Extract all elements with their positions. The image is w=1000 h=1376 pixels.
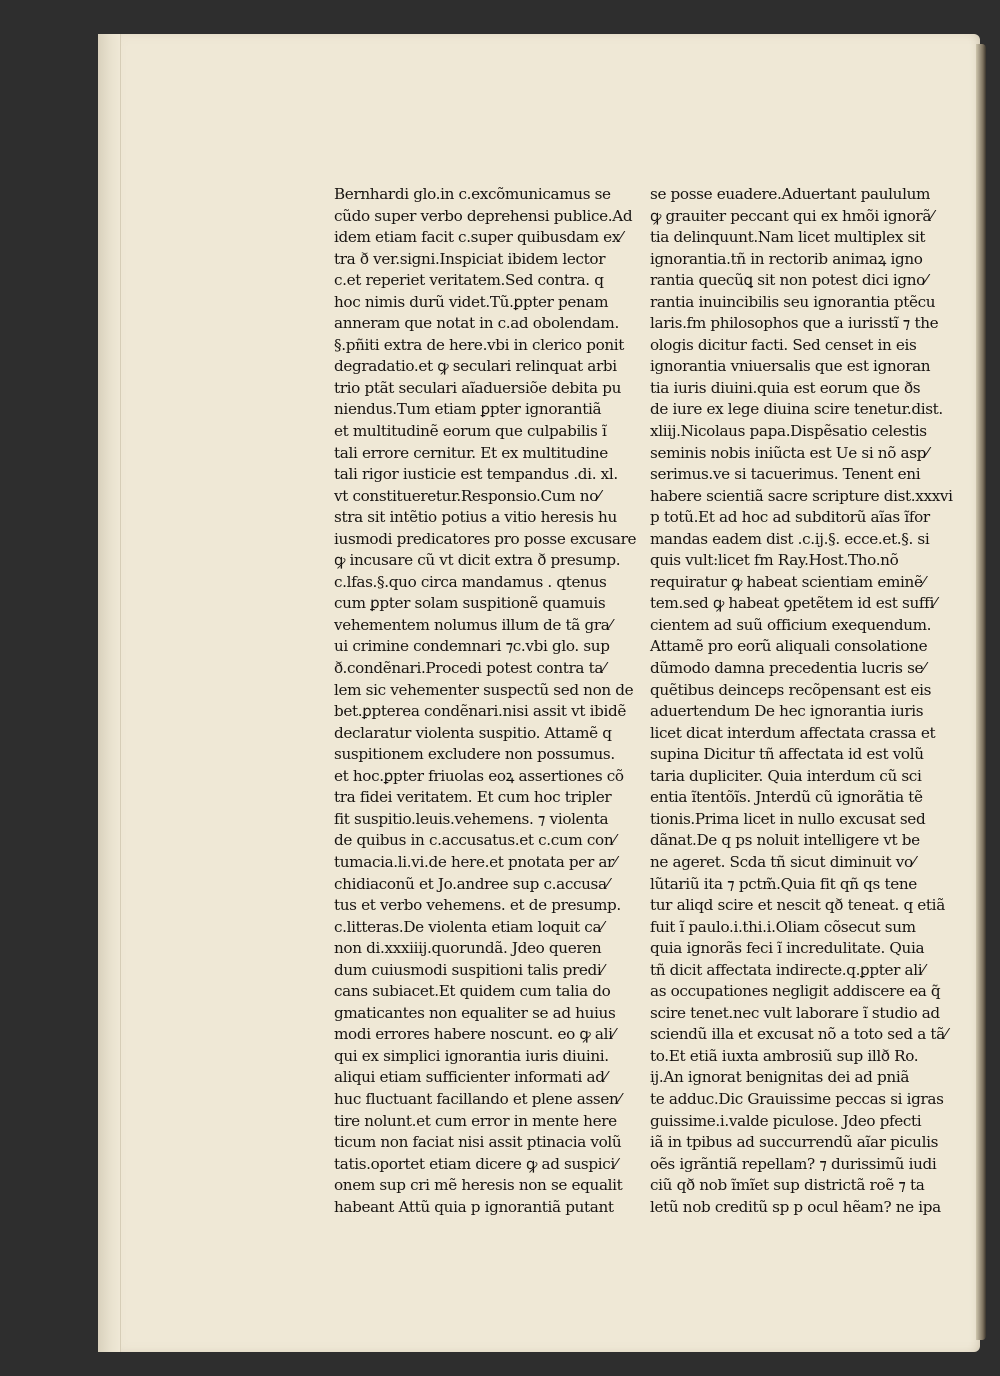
page-fore-edge (976, 44, 986, 1340)
text-line: tem.sed ꝙ habeat ꝯpetẽtem id est suffi⁄ (650, 594, 937, 613)
text-line: tra fidei veritatem. Et cum hoc tripler (334, 788, 612, 807)
text-line: serimus.ve si tacuerimus. Tenent eni (650, 465, 921, 484)
text-line: hoc nimis durũ videt.Tũ.ꝑpter penam (334, 292, 609, 311)
text-line: letũ nob creditũ sp p ocul hẽam? ne ipa (650, 1197, 941, 1216)
text-line: se posse euadere.Aduertant paululum (650, 185, 931, 203)
text-line: tatis.oportet etiam dicere ꝙ ad suspici⁄ (334, 1154, 618, 1173)
text-line: ignorantia.tñ in rectorib animaꝝ igno (650, 249, 923, 268)
text-line: ignorantia vniuersalis que est ignoran (650, 357, 931, 376)
text-line: de quibus in c.accusatus.et c.cum con⁄ (334, 831, 616, 850)
text-line: trio ptãt seculari aĩaduersiõe debita pu (334, 378, 622, 397)
text-line: huc fluctuant facillando et plene assen⁄ (334, 1089, 621, 1108)
text-line: scire tenet.nec vult laborare ĩ studio ad (650, 1003, 940, 1022)
text-line: quẽtibus deinceps recõpensant est eis (650, 680, 932, 699)
text-line: taria dupliciter. Quia interdum cũ sci (650, 766, 922, 785)
text-line: §.pñiti extra de here.vbi in clerico ponit (334, 335, 625, 354)
text-line: supina Dicitur tñ affectata id est volũ (650, 745, 924, 764)
text-line: ologis dicitur facti. Sed censet in eis (650, 335, 917, 354)
text-line: aduertendum De hec ignorantia iuris (650, 702, 924, 721)
text-line: tñ dicit affectata indirecte.q.ꝑpter ali⁄ (650, 960, 925, 979)
text-line: habere scientiã sacre scripture dist.xxxvi (650, 486, 953, 505)
text-line: fit suspitio.leuis.vehemens. ⁊ violenta (334, 809, 609, 828)
text-line: anneram que notat in c.ad obolendam. (334, 314, 619, 333)
text-line: ticum non faciat nisi assit ptinacia volũ (334, 1133, 622, 1152)
text-line: licet dicat interdum affectata crassa et (650, 723, 936, 742)
text-line: mandas eadem dist .c.ij.§. ecce.et.§. si (650, 529, 930, 548)
text-line: cans subiacet.Et quidem cum talia do (334, 982, 611, 1001)
text-line: ꝙ grauiter peccant qui ex hmõi ignorã⁄ (650, 206, 934, 225)
text-line: chidiaconũ et Jo.andree sup c.accusa⁄ (334, 874, 609, 893)
text-line: ciũ qð nob ĩmĩet sup districtã roẽ ⁊ ta (650, 1176, 925, 1195)
text-line: p totũ.Et ad hoc ad subditorũ aĩas ĩfor (650, 508, 930, 527)
text-line: bet.ꝑpterea condẽnari.nisi assit vt ibidẽ (334, 702, 627, 721)
text-line: c.lfas.§.quo circa mandamus . qtenus (334, 572, 607, 591)
text-line: rantia inuincibilis seu ignorantia ptẽcu (650, 292, 936, 311)
text-line: tra ð ver.signi.Inspiciat ibidem lector (334, 249, 606, 268)
text-line: onem sup cri mẽ heresis non se equalit (334, 1176, 623, 1195)
text-line: tur aliqd scire et nescit qð teneat. q etiã (650, 896, 945, 915)
text-line: tali errore cernitur. Et ex multitudine (334, 443, 608, 462)
text-line: Bernhardi glo.in c.excõmunicamus se (334, 185, 611, 203)
text-line: tia iuris diuini.quia est eorum que ðs (650, 378, 921, 397)
text-line: gmaticantes non equaliter se ad huius (334, 1003, 616, 1022)
text-line: lũtariũ ita ⁊ pctm̃.Quia fit qñ qs tene (650, 874, 917, 893)
text-line: modi errores habere noscunt. eo ꝙ ali⁄ (334, 1025, 615, 1044)
text-line: c.et reperiet veritatem.Sed contra. q (334, 271, 604, 290)
text-line: entia ĩtentõĩs. Jnterdũ cũ ignorãtia tẽ (650, 788, 923, 807)
text-line: et hoc.ꝑpter friuolas eoꝝ assertiones cõ (334, 766, 624, 785)
text-line: idem etiam facit c.super quibusdam ex⁄ (334, 228, 623, 247)
text-column-right (650, 184, 953, 1218)
text-line: tia delinquunt.Nam licet multiplex sit (650, 228, 926, 247)
text-line: dũmodo damna precedentia lucris se⁄ (650, 659, 926, 678)
text-line: de iure ex lege diuina scire tenetur.dist. (650, 400, 943, 419)
text-line: ij.An ignorat benignitas dei ad pniã (650, 1068, 910, 1087)
text-column-left (334, 184, 637, 1218)
text-line: xliij.Nicolaus papa.Dispẽsatio celestis (650, 422, 927, 441)
text-line: habeant Attũ quia p ignorantiã putant (334, 1197, 614, 1216)
text-line: rantia quecũꝗ sit non potest dici igno⁄ (650, 271, 928, 290)
text-line: cientem ad suũ officium exequendum. (650, 615, 932, 634)
text-line: guissime.i.valde piculose. Jdeo pfecti (650, 1111, 922, 1130)
text-line: dum cuiusmodi suspitioni talis predi⁄ (334, 960, 604, 979)
text-line: as occupationes negligit addiscere ea q̃ (650, 982, 941, 1001)
text-line: tire nolunt.et cum error in mente here (334, 1111, 617, 1130)
text-line: et multitudinẽ eorum que culpabilis ĩ (334, 422, 607, 441)
text-line: to.Et etiã iuxta ambrosiũ sup illð Ro. (650, 1046, 919, 1065)
text-line: aliqui etiam sufficienter informati ad⁄ (334, 1068, 607, 1087)
text-line: fuit ĩ paulo.i.thi.i.Oliam cõsecut sum (650, 917, 916, 936)
text-line: ð.condẽnari.Procedi potest contra ta⁄ (334, 659, 606, 678)
text-line: cum ꝑpter solam suspitionẽ quamuis (334, 594, 606, 613)
text-line: tus et verbo vehemens. et de presump. (334, 896, 621, 915)
text-line: c.litteras.De violenta etiam loquit ca⁄ (334, 917, 604, 936)
text-line: vehementem nolumus illum de tã gra⁄ (334, 615, 612, 634)
text-line: niendus.Tum etiam ꝑpter ignorantiã (334, 400, 602, 419)
text-line: iusmodi predicatores pro posse excusare (334, 529, 637, 548)
text-line: laris.fm philosophos que a iurisstĩ ⁊ the (650, 314, 939, 333)
text-line: dãnat.De q ps noluit intelligere vt be (650, 831, 920, 850)
text-line: qui ex simplici ignorantia iuris diuini. (334, 1046, 609, 1065)
text-line: iã in tpibus ad succurrendũ aĩar piculis (650, 1133, 939, 1152)
text-line: tionis.Prima licet in nullo excusat sed (650, 809, 926, 828)
text-line: ꝙ incusare cũ vt dicit extra ð presump. (334, 551, 621, 570)
text-line: degradatio.et ꝙ seculari relinquat arbi (334, 357, 617, 376)
text-line: oẽs igrãntiã repellam? ⁊ durissimũ iudi (650, 1154, 937, 1173)
text-line: te adduc.Dic Grauissime peccas si igras (650, 1089, 944, 1108)
text-line: ne ageret. Scda tñ sicut diminuit vo⁄ (650, 852, 915, 871)
text-line: tali rigor iusticie est tempandus .di. xl. (334, 465, 618, 484)
text-line: seminis nobis iniũcta est Ue si nõ asp⁄ (650, 443, 929, 462)
text-line: Attamẽ pro eorũ aliquali consolatione (650, 637, 928, 656)
text-line: non di.xxxiiij.quorundã. Jdeo queren (334, 939, 602, 958)
text-line: declaratur violenta suspitio. Attamẽ q (334, 723, 612, 742)
text-line: ui crimine condemnari ⁊c.vbi glo. sup (334, 637, 610, 656)
text-line: lem sic vehementer suspectũ sed non de (334, 680, 634, 699)
text-line: requiratur ꝙ habeat scientiam eminẽ⁄ (650, 572, 925, 591)
page-gutter (98, 34, 121, 1352)
text-line: stra sit intẽtio potius a vitio heresis hu (334, 508, 617, 527)
text-line: cũdo super verbo deprehensi publice.Ad (334, 206, 633, 225)
text-line: vt constitueretur.Responsio.Cum no⁄ (334, 486, 601, 505)
text-line: tumacia.li.vi.de here.et pnotata per ar⁄ (334, 852, 617, 871)
text-line: quia ignorãs feci ĩ incredulitate. Quia (650, 939, 925, 958)
text-line: quis vult:licet fm Ray.Host.Tho.nõ (650, 551, 899, 570)
text-line: sciendũ illa et excusat nõ a toto sed a tã⁄ (650, 1025, 948, 1044)
text-line: suspitionem excludere non possumus. (334, 745, 615, 764)
